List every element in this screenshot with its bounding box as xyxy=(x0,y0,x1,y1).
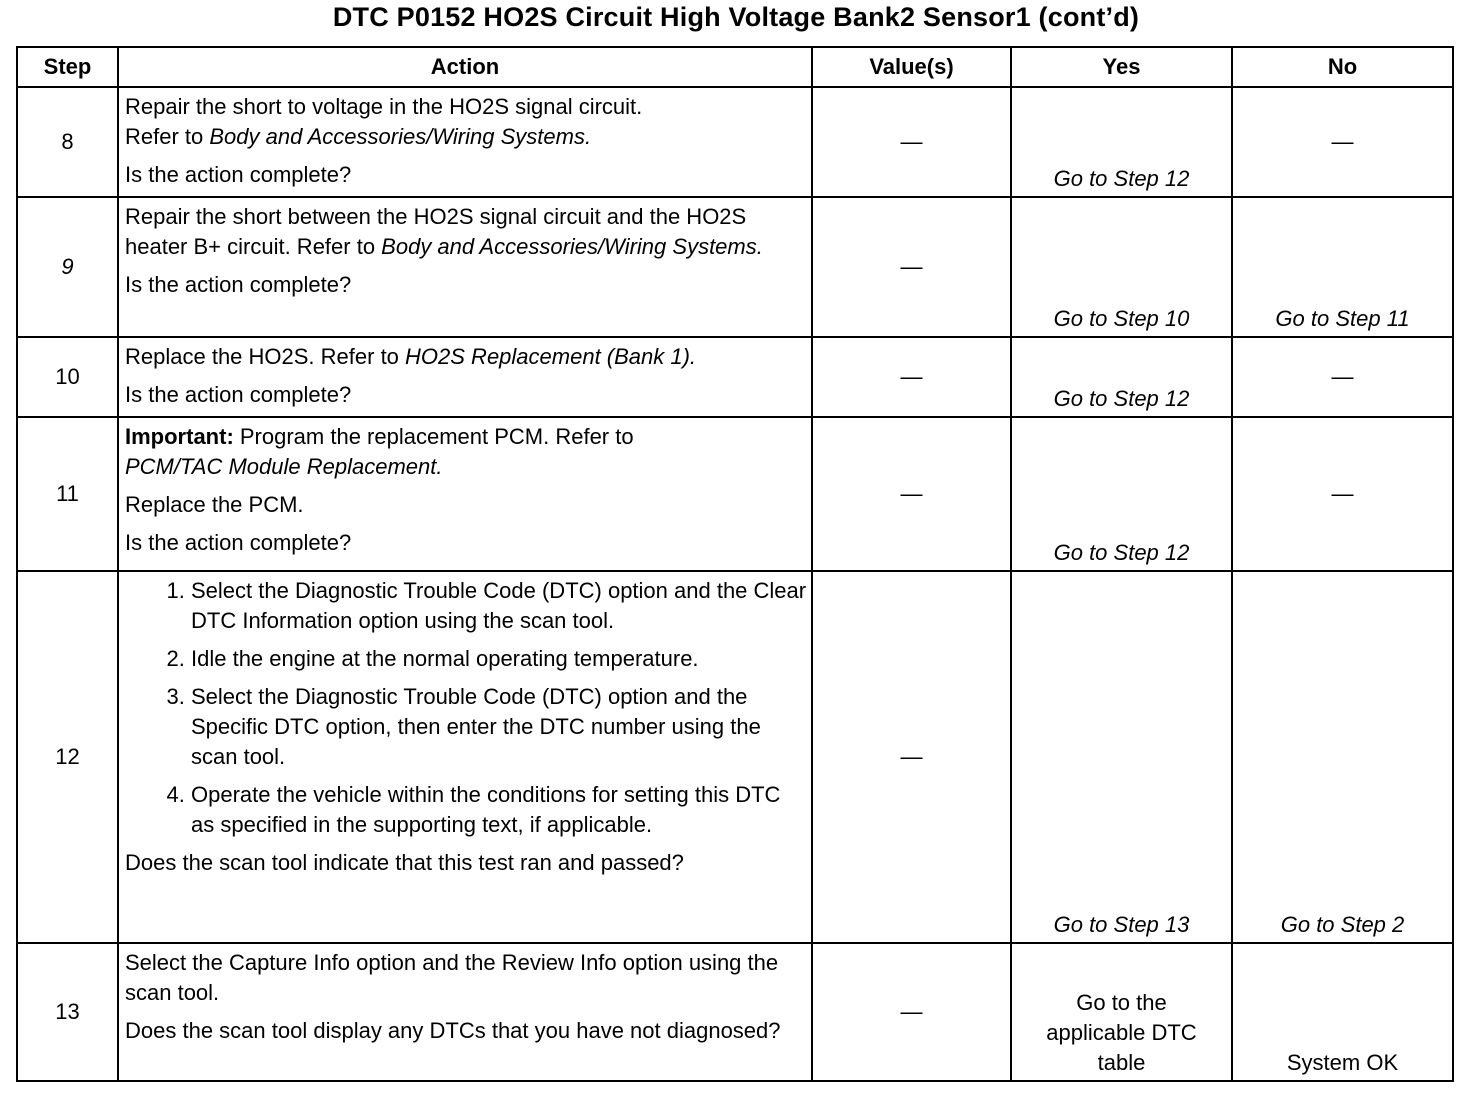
table-row-step-9 xyxy=(17,197,1453,337)
table-row-step-10 xyxy=(17,337,1453,417)
step-number: 10 xyxy=(17,337,118,417)
action-cell xyxy=(118,943,812,1081)
reference-link[interactable]: Body and Accessories/Wiring Systems. xyxy=(209,124,592,149)
action-question: Is the action complete? xyxy=(125,272,352,297)
list-item: 4. Operate the vehicle within the conditions for setting this DTC as specified in the supporting text, if applicable. xyxy=(191,780,807,840)
action-cell xyxy=(118,197,812,337)
page-title: DTC P0152 HO2S Circuit High Voltage Bank2 Sensor1 (cont’d) xyxy=(332,2,1140,32)
action-cell xyxy=(118,337,812,417)
no-cell: — xyxy=(1232,337,1453,417)
action-text: Program the replacement PCM. Refer to xyxy=(233,424,634,449)
reference-link[interactable]: PCM/TAC Module Replacement. xyxy=(125,454,443,479)
step-number: 13 xyxy=(17,943,118,1081)
value-cell: — xyxy=(812,943,1011,1081)
step-number: 12 xyxy=(17,571,118,943)
value-cell: — xyxy=(812,337,1011,417)
list-item: 1. Select the Diagnostic Trouble Code (DTC) option and the Clear DTC Information option using the scan tool. xyxy=(191,576,807,636)
action-question: Is the action complete? xyxy=(125,162,352,187)
yes-cell[interactable]: Go to Step 10 xyxy=(1011,197,1232,337)
yes-cell[interactable]: Go to Step 12 xyxy=(1011,337,1232,417)
action-question: Does the scan tool indicate that this test ran and passed? xyxy=(125,850,684,875)
yes-cell[interactable]: Go to Step 13 xyxy=(1011,571,1232,943)
value-cell: — xyxy=(812,87,1011,197)
header-no: No xyxy=(1232,47,1453,87)
list-item: 3. Select the Diagnostic Trouble Code (DTC) option and the Specific DTC option, then enter the DTC number using the scan tool. xyxy=(191,682,807,772)
header-action: Action xyxy=(118,47,812,87)
yes-cell: Go to the applicable DTC table xyxy=(1011,943,1232,1081)
action-question: Is the action complete? xyxy=(125,530,352,555)
action-text: Select the Capture Info option and the Review Info option using the scan tool. xyxy=(125,950,779,1005)
step-number: 8 xyxy=(17,87,118,197)
yes-cell[interactable]: Go to Step 12 xyxy=(1011,417,1232,571)
action-question: Does the scan tool display any DTCs that you have not diagnosed? xyxy=(125,1018,781,1043)
diagnostic-table xyxy=(16,46,1454,1082)
no-cell: System OK xyxy=(1232,943,1453,1081)
important-label: Important: xyxy=(125,424,234,449)
reference-link[interactable]: HO2S Replacement (Bank 1). xyxy=(405,344,697,369)
step-number: 11 xyxy=(17,417,118,571)
header-yes: Yes xyxy=(1011,47,1232,87)
value-cell: — xyxy=(812,571,1011,943)
header-values: Value(s) xyxy=(812,47,1011,87)
procedure-list xyxy=(125,576,807,840)
action-text: Replace the HO2S. Refer to xyxy=(125,344,406,369)
action-text: Repair the short between the HO2S signal circuit and the HO2S heater B+ circuit. Refer to xyxy=(125,204,747,259)
reference-link[interactable]: Body and Accessories/Wiring Systems. xyxy=(381,234,763,259)
no-cell[interactable]: Go to Step 11 xyxy=(1232,197,1453,337)
header-row xyxy=(17,47,1453,87)
value-cell: — xyxy=(812,197,1011,337)
action-text: Repair the short to voltage in the HO2S signal circuit. xyxy=(125,94,643,119)
action-text: Refer to xyxy=(125,124,210,149)
action-cell xyxy=(118,571,812,943)
no-cell: — xyxy=(1232,87,1453,197)
header-step: Step xyxy=(17,47,118,87)
step-number: 9 xyxy=(17,197,118,337)
table-row-step-11 xyxy=(17,417,1453,571)
value-cell: — xyxy=(812,417,1011,571)
action-cell xyxy=(118,417,812,571)
action-cell xyxy=(118,87,812,197)
action-text: Replace the PCM. xyxy=(125,492,304,517)
action-question: Is the action complete? xyxy=(125,382,352,407)
list-item: 2. Idle the engine at the normal operating temperature. xyxy=(191,644,807,674)
no-cell: — xyxy=(1232,417,1453,571)
no-cell[interactable]: Go to Step 2 xyxy=(1232,571,1453,943)
table-row-step-13 xyxy=(17,943,1453,1081)
yes-cell[interactable]: Go to Step 12 xyxy=(1011,87,1232,197)
table-row-step-12 xyxy=(17,571,1453,943)
table-row-step-8 xyxy=(17,87,1453,197)
